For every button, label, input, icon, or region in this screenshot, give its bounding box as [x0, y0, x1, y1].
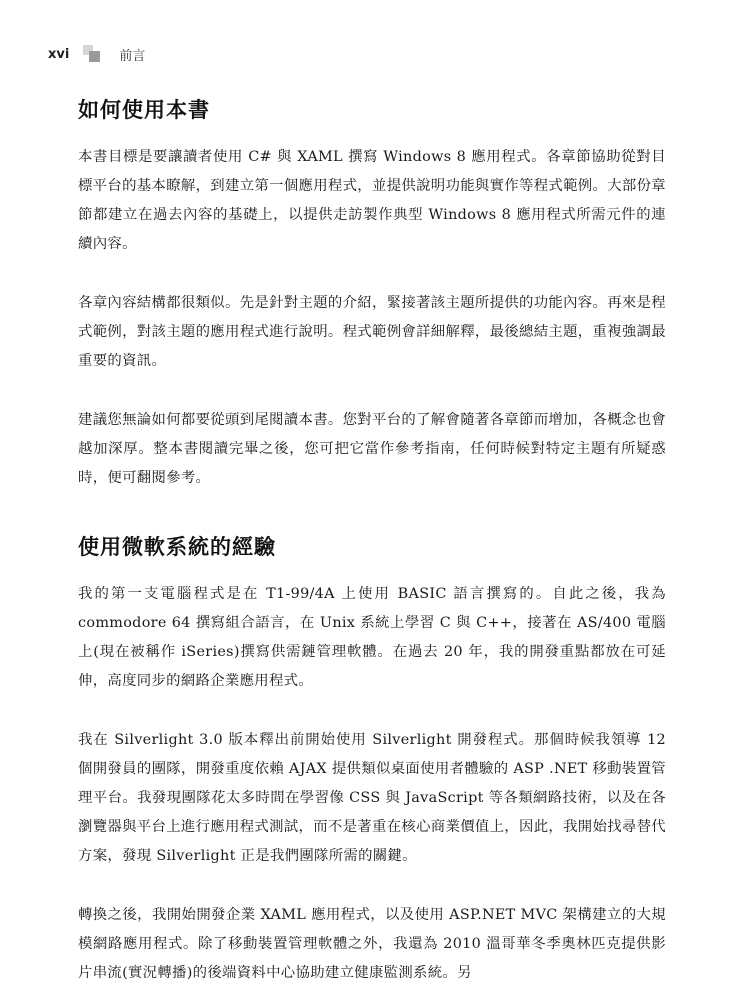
section-heading: 使用微軟系統的經驗	[78, 535, 276, 559]
paragraph: 轉換之後，我開始開發企業 XAML 應用程式，以及使用 ASP.NET MVC 架構建立的大規模網路應用程式。除了移動裝置管理軟體之外，我還為 2010 溫哥華冬季奧林匹克提供影片串流(實況轉播)的後端資料中心協助建立健康監測系統。另	[78, 907, 666, 981]
page-number: xvi	[48, 46, 70, 62]
page-header	[48, 44, 145, 64]
paragraph: 各章內容結構都很類似。先是針對主題的介紹，緊接著該主題所提供的功能內容。再來是程式範例，對該主題的應用程式進行說明。程式範例會詳細解釋，最後總結主題，重複強調最重要的資訊。	[78, 295, 666, 369]
decorative-squares-icon	[83, 45, 105, 63]
chapter-title: 前言	[119, 48, 146, 64]
page-body	[78, 94, 666, 988]
paragraph: 建議您無論如何都要從頭到尾閱讀本書。您對平台的了解會隨著各章節而增加，各概念也會越加深厚。整本書閱讀完畢之後，您可把它當作參考指南，任何時候對特定主題有所疑惑時，便可翻閱參考。	[78, 412, 666, 486]
paragraph: 本書目標是要讓讀者使用 C# 與 XAML 撰寫 Windows 8 應用程式。各章節協助從對目標平台的基本瞭解，到建立第一個應用程式，並提供說明功能與實作等程式範例。大部份章節都建立在過去內容的基礎上，以提供走訪製作典型 Windows 8 應用程式所需元件的連續內容。	[78, 149, 666, 252]
paragraph: 我在 Silverlight 3.0 版本釋出前開始使用 Silverlight 開發程式。那個時候我領導 12 個開發員的團隊，開發重度依賴 AJAX 提供類似桌面使用者體驗的 ASP .NET 移動裝置管理平台。我發現團隊花太多時間在學習像 CSS 與 JavaScript 等各類網路技術，以及在各瀏覽器與平台上進行應用程式測試，而不是著重在核心商業價值上，因此，我開始找尋替代方案，發現 Silverlight 正是我們團隊所需的關鍵。	[78, 732, 666, 864]
paragraph: 我的第一支電腦程式是在 T1-99/4A 上使用 BASIC 語言撰寫的。自此之後，我為 commodore 64 撰寫組合語言，在 Unix 系統上學習 C 與 C++，接著在 AS/400 電腦上(現在被稱作 iSeries)撰寫供需鏈管理軟體。在過去 20 年，我的開發重點都放在可延伸，高度同步的網路企業應用程式。	[78, 586, 666, 689]
section-heading: 如何使用本書	[78, 98, 210, 122]
